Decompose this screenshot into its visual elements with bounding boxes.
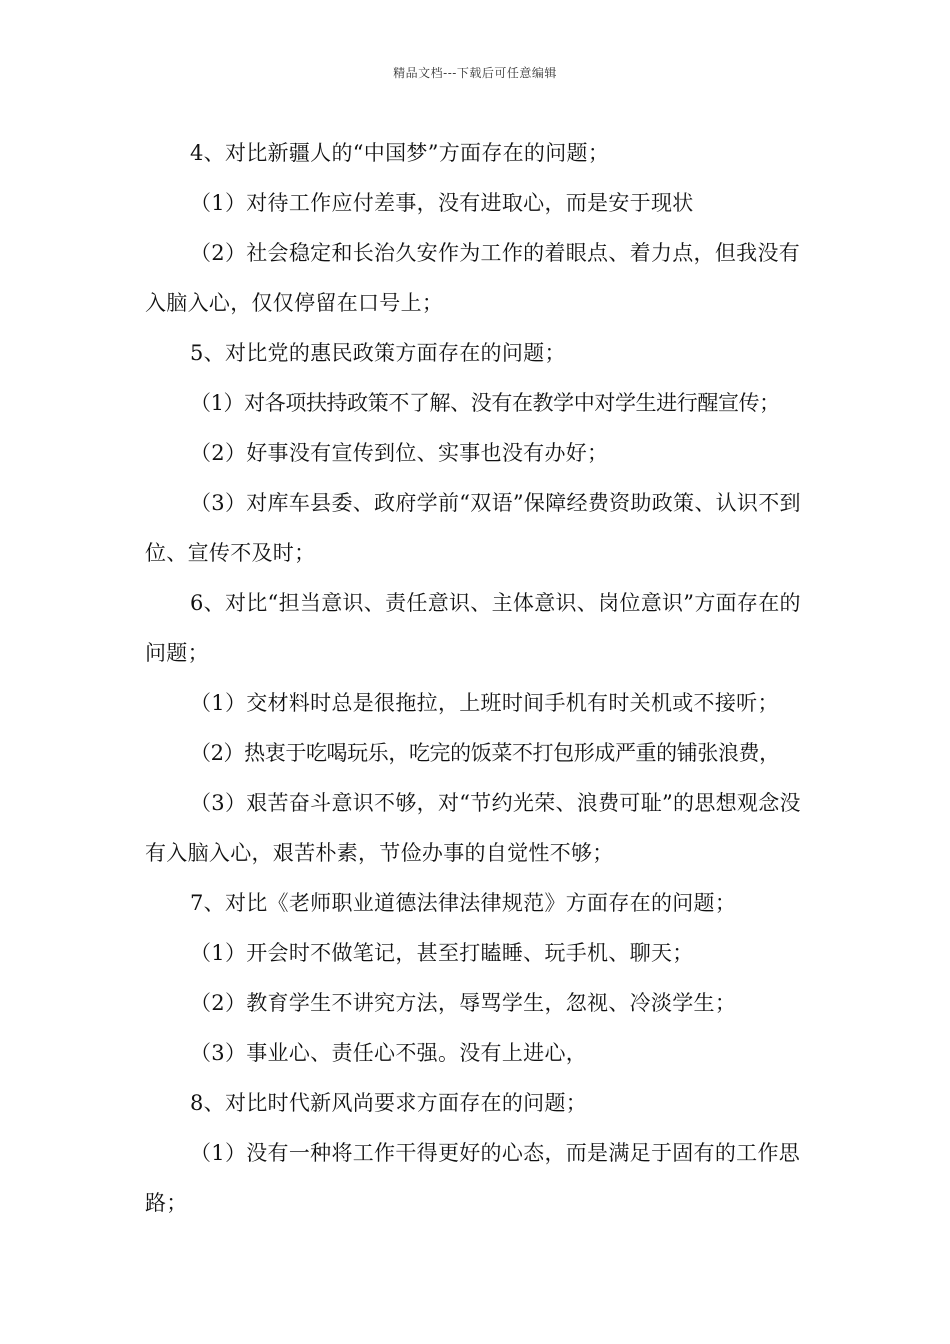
list-item: （1）对待工作应付差事，没有进取心，而是安于现状: [190, 191, 694, 215]
list-item: （1）对各项扶持政策不了解、没有在教学中对学生进行醒宣传；: [190, 391, 780, 415]
list-item: （1）开会时不做笔记，甚至打瞌睡、玩手机、聊天；: [190, 941, 694, 965]
section-heading-7: 7、对比《老师职业道德法律法律规范》方面存在的问题；: [190, 891, 737, 915]
page-header: 精品文档---下载后可任意编辑: [393, 66, 557, 80]
list-item: （2）好事没有宣传到位、实事也没有办好；: [190, 441, 609, 465]
section-heading-4: 4、对比新疆人的“中国梦”方面存在的问题；: [190, 141, 610, 165]
section-heading-8: 8、对比时代新风尚要求方面存在的问题；: [190, 1091, 588, 1115]
list-item: （2）热衷于吃喝玩乐，吃完的饭菜不打包形成严重的铺张浪费，: [190, 741, 780, 765]
document-body: [145, 128, 815, 1228]
list-item: （3）对库车县委、政府学前“双语”保障经费资助政策、认识不到位、宣传不及时；: [145, 491, 801, 565]
list-item: （1）交材料时总是很拖拉，上班时间手机有时关机或不接听；: [190, 691, 779, 715]
list-item: （2）教育学生不讲究方法，辱骂学生，忽视、冷淡学生；: [190, 991, 737, 1015]
section-heading-6: 6、对比“担当意识、责任意识、主体意识、岗位意识”方面存在的问题；: [145, 591, 801, 665]
list-item: （3）事业心、责任心不强。没有上进心，: [190, 1041, 588, 1065]
list-item: （2）社会稳定和长治久安作为工作的着眼点、着力点，但我没有入脑入心，仅仅停留在口号上；: [145, 241, 801, 315]
list-item: （3）艰苦奋斗意识不够，对“节约光荣、浪费可耻”的思想观念没有入脑入心，艰苦朴素，节俭办事的自觉性不够；: [145, 791, 801, 865]
section-heading-5: 5、对比党的惠民政策方面存在的问题；: [190, 341, 566, 365]
list-item: （1）没有一种将工作干得更好的心态，而是满足于固有的工作思路；: [145, 1141, 801, 1215]
